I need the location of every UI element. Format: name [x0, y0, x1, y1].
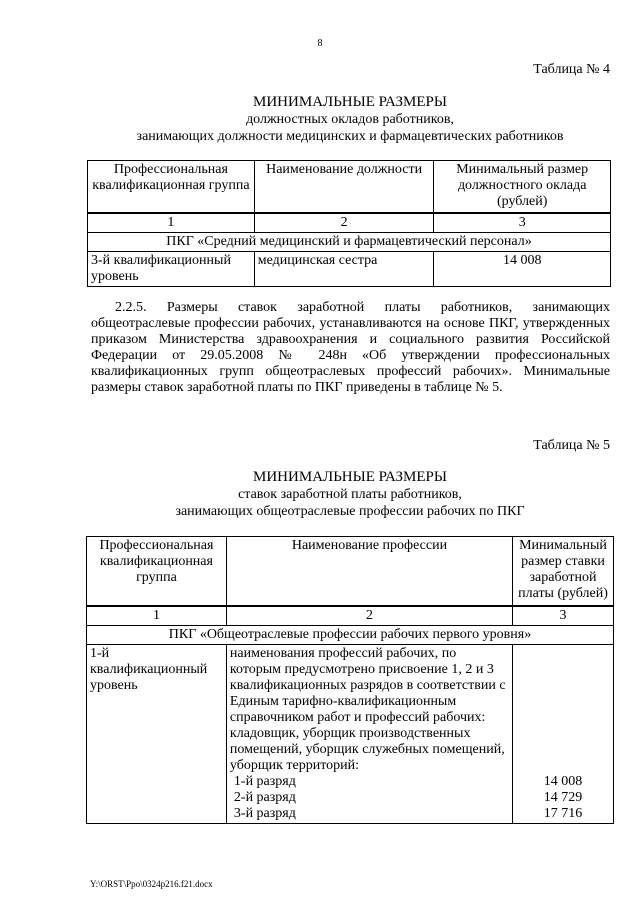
table4-group: ПКГ «Средний медицинский и фармацевтический персонал» — [88, 233, 611, 252]
rank-name: 2-й разряд — [233, 790, 296, 805]
page-number: 8 — [317, 38, 323, 49]
rank-salary: 14 729 — [543, 790, 583, 805]
table4-heading — [60, 94, 640, 145]
table5-subtitle2: занимающих общеотраслевые профессии рабочих по ПКГ — [175, 504, 525, 519]
table4 — [87, 160, 611, 287]
table5-col-number: 1 — [87, 606, 227, 626]
table4-col-number: 1 — [88, 213, 255, 233]
paragraph-2-2-5 — [91, 300, 610, 396]
table5-number-row — [87, 606, 614, 626]
table5-salaries — [513, 645, 614, 824]
table5-label: Таблица № 5 — [533, 438, 610, 453]
table5-level: 1-й квалификационный уровень — [87, 645, 227, 824]
rank-list — [230, 774, 509, 822]
table4-salary: 14 008 — [434, 252, 611, 287]
rank-salary: 17 716 — [543, 806, 583, 821]
table4-number-row — [88, 213, 611, 233]
table4-label: Таблица № 4 — [533, 62, 610, 77]
table4-header-position: Наименование должности — [254, 161, 434, 214]
table4-position: медицинская сестра — [254, 252, 434, 287]
rank-salary: 14 008 — [543, 774, 583, 789]
table5-subtitle1: ставок заработной платы работников, — [238, 487, 462, 502]
table4-header-salary: Минимальный размер должностного оклада (рублей) — [434, 161, 611, 214]
table5-title: МИНИМАЛЬНЫЕ РАЗМЕРЫ — [253, 469, 447, 485]
table4-subtitle1: должностных окладов работников, — [246, 112, 454, 127]
table5-col-number: 2 — [226, 606, 512, 626]
table4-header-row — [88, 161, 611, 214]
table4-group-row — [88, 233, 611, 252]
table5-header-group: Профессиональная квалификационная группа — [87, 537, 227, 607]
table5-header-salary: Минимальный размер ставки заработной платы (рублей) — [513, 537, 614, 607]
table5 — [86, 536, 614, 824]
paragraph-text: 2.2.5. Размеры ставок заработной платы работников, занимающих общеотраслевые профессии рабочих, устанавливаются на основе ПКГ, утвержденных приказом Министерства здравоохранения и социального развития Российской Федерации от 29.05.2008 № 248н «Об утверждении профессиональных квалификационных групп общеотраслевых профессий рабочих». Минимальные размеры ставок заработной платы по ПКГ приведены в таблице № 5. — [91, 300, 610, 395]
table5-header-profession: Наименование профессии — [226, 537, 512, 607]
table4-header-group: Профессиональная квалификационная группа — [88, 161, 255, 214]
rank-name: 1-й разряд — [233, 774, 296, 789]
table5-col-number: 3 — [513, 606, 614, 626]
table5-profession — [226, 645, 512, 824]
table4-col-number: 3 — [434, 213, 611, 233]
rank-name: 3-й разряд — [233, 806, 296, 821]
table5-group: ПКГ «Общеотраслевые профессии рабочих первого уровня» — [87, 626, 614, 645]
table5-header-row — [87, 537, 614, 607]
table4-level: 3-й квалификационный уровень — [88, 252, 255, 287]
table5-description: наименования профессий рабочих, по которым предусмотрено присвоение 1, 2 и 3 квалификационных разрядов в соответствии с Единым тарифно-квалификационным справочником работ и профессий рабочих: кладовщик, уборщик производственных помещений, уборщик служебных помещений, уборщик территорий: — [229, 646, 506, 773]
table4-subtitle2: занимающих должности медицинских и фармацевтических работников — [136, 129, 564, 144]
table-row — [87, 645, 614, 824]
table-row — [88, 252, 611, 287]
table5-group-row — [87, 626, 614, 645]
file-path-footer: Y:\ORST\Ppo\0324p216.f21.docx — [90, 879, 213, 889]
table5-heading — [60, 469, 640, 520]
table4-title: МИНИМАЛЬНЫЕ РАЗМЕРЫ — [253, 94, 447, 110]
table4-col-number: 2 — [254, 213, 434, 233]
